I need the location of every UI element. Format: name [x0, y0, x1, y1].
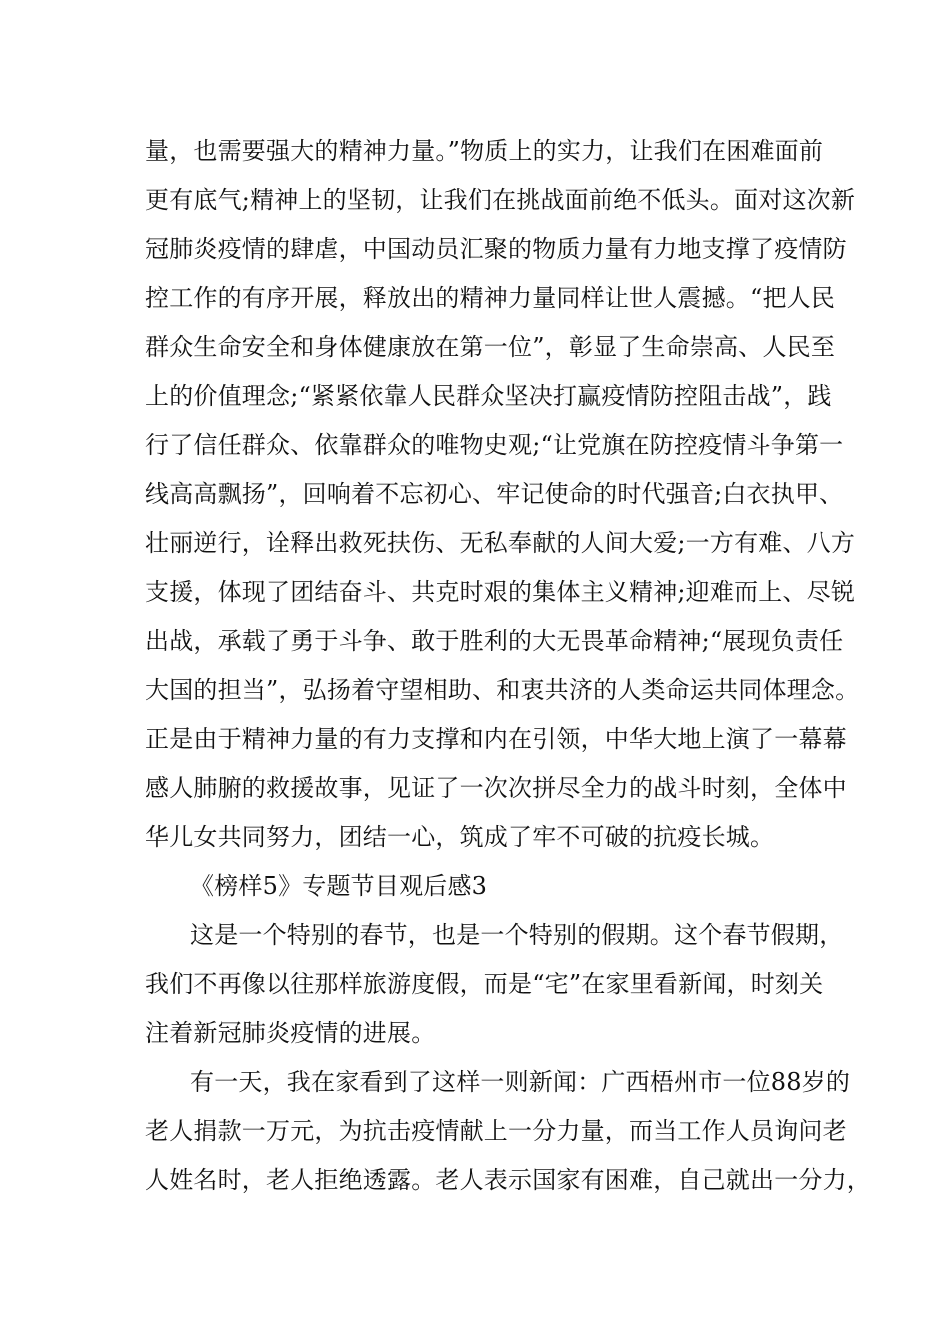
text-line: 冠肺炎疫情的肆虐，中国动员汇聚的物质力量有力地支撑了疫情防: [145, 235, 847, 263]
text-line: 出战，承载了勇于斗争、敢于胜利的大无畏革命精神;“展现负责任: [145, 627, 844, 655]
text-line: 上的价值理念;“紧紧依靠人民群众坚决打赢疫情防控阻击战”，践: [145, 382, 832, 410]
text-line: 线高高飘扬”，回响着不忘初心、牢记使命的时代强音;白衣执甲、: [145, 480, 844, 508]
text-line: 支援，体现了团结奋斗、共克时艰的集体主义精神;迎难而上、尽锐: [145, 578, 856, 606]
text-line: 壮丽逆行，诠释出救死扶伤、无私奉献的人间大爱;一方有难、八方: [145, 529, 856, 557]
text-line: 正是由于精神力量的有力支撑和内在引领，中华大地上演了一幕幕: [145, 725, 847, 753]
text-line: 大国的担当”，弘扬着守望相助、和衷共济的人类命运共同体理念。: [145, 676, 860, 704]
text-line: 行了信任群众、依靠群众的唯物史观;“让党旗在防控疫情斗争第一: [145, 431, 844, 459]
text-line: 这是一个特别的春节，也是一个特别的假期。这个春节假期，: [190, 921, 844, 949]
text-line: 老人捐款一万元，为抗击疫情献上一分力量，而当工作人员询问老: [145, 1117, 847, 1145]
text-line: 人姓名时，老人拒绝透露。老人表示国家有困难，自己就出一分力，: [145, 1166, 871, 1194]
text-line: 我们不再像以往那样旅游度假，而是“宅”在家里看新闻，时刻关: [145, 970, 824, 998]
section-heading: 《榜样5》专题节目观后感3: [190, 872, 488, 900]
text-line: 注着新冠肺炎疫情的进展。: [145, 1019, 436, 1047]
text-line: 量，也需要强大的精神力量。”物质上的实力，让我们在困难面前: [145, 137, 824, 165]
text-line: 华儿女共同努力，团结一心，筑成了牢不可破的抗疫长城。: [145, 823, 775, 851]
text-line: 群众生命安全和身体健康放在第一位”，彰显了生命崇高、人民至: [145, 333, 836, 361]
text-line: 控工作的有序开展，释放出的精神力量同样让世人震撼。“把人民: [145, 284, 836, 312]
text-line: 更有底气;精神上的坚韧，让我们在挑战面前绝不低头。面对这次新: [145, 186, 856, 214]
text-line: 感人肺腑的救援故事，见证了一次次拼尽全力的战斗时刻，全体中: [145, 774, 847, 802]
text-line: 有一天，我在家看到了这样一则新闻：广西梧州市一位88岁的: [190, 1068, 851, 1096]
